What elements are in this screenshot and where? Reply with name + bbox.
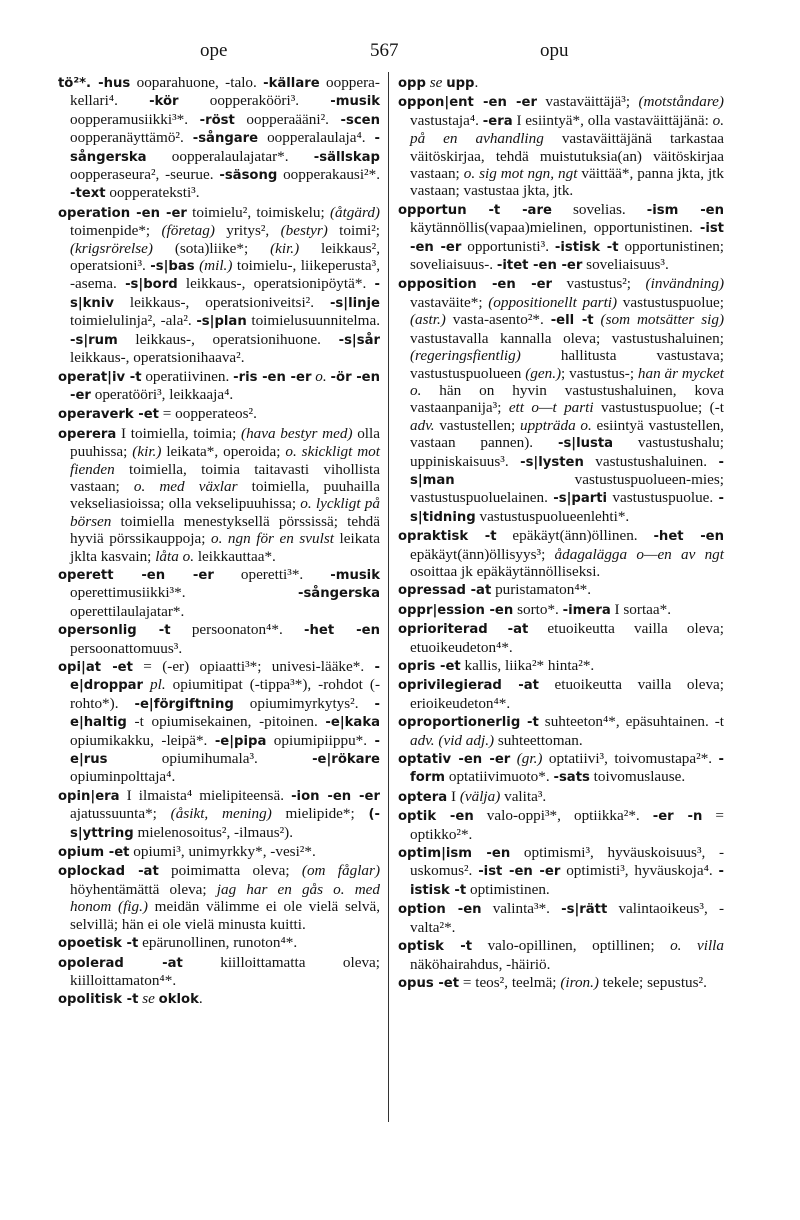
body-text: suhteeton⁴*, epäsuhtainen. -t [538,713,725,731]
italic-text: (som motsätter sig) [600,311,725,329]
body-text: -t opiumisekainen, -pitoinen. [126,713,326,731]
body-text: etuoikeutta vailla oleva; erioikeudeton⁴*. [410,676,724,712]
body-text: epäkäyt(änn)öllisyys³; [410,545,555,563]
headword-text: -ism -en [646,202,724,218]
headword-text: -sats [553,770,590,786]
headword-text: -ör -en -er [70,369,381,403]
headword-text: -s|plan [196,314,247,330]
headword-text: operation -en -er [58,205,187,221]
italic-text: uppträda o. [519,416,592,434]
body-text: operetti³*. [213,565,331,583]
body-text: oopperakellari⁴. [70,74,380,110]
body-text: oopperakööri³. [178,92,331,110]
headword-text: optim|ism -en [398,846,511,862]
italic-text: o. lyckligt på börsen [70,495,380,530]
body-text: höyhentämättä oleva; [70,880,217,898]
italic-text: (krigsrörelse) [70,239,153,257]
body-text: olla puuhissa; [70,424,380,461]
headword-text: -imera [562,602,611,618]
body-text: oopperalaulaja⁴. [258,129,375,147]
body-text: optimisti³, hyväuskoja⁴. [560,862,719,880]
body-text: leikkaus-, operatsionihaava². [70,349,245,367]
body-text: sorto*. [513,600,563,618]
headword-text: oproportionerlig -t [398,715,539,731]
headword-text: operett -en -er [58,567,214,583]
italic-text: (företag) [161,222,215,240]
dictionary-entry [398,601,724,619]
body-text: oopperalaulajatar*. [146,147,314,165]
body-text: kallis, liika²* hinta²*. [460,657,595,674]
body-text: ajatussuunta*; [70,805,171,823]
body-text: I esiintyä*, olla vastaväittäjänä: [512,111,713,129]
body-text: = oopperateos². [158,405,257,423]
body-text: opiumikakku, -leipä*. [70,731,215,749]
body-text: valita³. [500,787,547,805]
headword-text: -form [410,752,725,786]
body-text: optatiivimuoto*. [445,768,554,786]
body-text [594,311,601,328]
headword-text: -s|rätt [561,902,608,918]
dictionary-entry [398,788,724,806]
headword-text: -s|parti [553,491,608,507]
headword-text: -källare [263,76,320,91]
headword-text: -era [482,113,513,129]
body-text: = optikko²*. [410,807,725,843]
italic-text: (bestyr) [280,222,328,240]
running-head-right: opu [540,40,569,61]
headword-text: opi|at -et [58,660,133,675]
body-text: oopperateksti³. [105,184,200,202]
italic-text: o. [315,367,327,385]
dictionary-entry [58,74,380,203]
headword-text: opin|era [58,788,120,804]
italic-text: (regeringsfientlig) [410,347,521,365]
headword-text: -itet -en -er [496,258,583,274]
italic-text: (åsikt, mening) [170,805,272,823]
body-text: vastustaja⁴. [410,111,483,129]
headword-text: opium -et [58,845,130,861]
body-text: operatööri³, leikkaaja⁴. [90,385,234,403]
body-text: vastustuspuolueen-mies; vastustuspuoluelainen. [410,470,724,507]
body-text: opiuminpolttaja⁴. [70,768,176,786]
headword-text: oprivilegierad -at [398,678,539,694]
body-text: toimiella, puuhailla vekseliasioissa; olla vekselipuuhissa; [70,477,380,513]
italic-text: (astr.) [410,311,446,329]
headword-text: -s|lusta [557,436,614,452]
body-text: toivomuslause. [589,768,686,786]
headword-text: tö²*. -hus [58,76,131,91]
body-text: oopperamusiikki³*. [70,110,200,128]
dictionary-entry [398,527,724,580]
dictionary-entry [58,621,380,657]
body-text: puristamaton⁴*. [491,581,592,599]
body-text: toimielusuunnitelma. [246,312,380,330]
headword-text: upp [446,76,475,91]
italic-text: låta o. [155,547,195,565]
italic-text: ett o—t parti [508,399,594,417]
headword-text: -s|linje [329,295,380,311]
italic-text: o. ngn för en svulst [211,530,334,548]
body-text: operatiivinen. [141,367,234,385]
headword-text: -het -en [304,623,380,639]
body-text: opportunistinen; soveliaisuus-. [410,237,725,274]
body-text: väittää*, panna jkta, jtk vastaan; vastustaa jkta, jtk. [410,165,724,200]
headword-text: -e|haltig [70,696,380,731]
body-text: toimielu², toimiskelu; [186,203,330,221]
italic-text: o. på en avhandling [410,111,724,148]
body-text: näköhairahdus, -häiriö. [410,955,551,973]
body-text: leikata*, operoida; [161,443,286,461]
body-text: kiilloittamatta oleva; kiilloittamaton⁴*. [70,953,381,989]
body-text: vastaväittäjänä tarkastaa väitöskirjaa, tehdä muistutuksia(an) väitöskirjaa vastaan; [410,130,724,183]
body-text: . [474,74,479,91]
body-text: opiumimyrkytys². [233,694,375,712]
body-text: opportunisti³. [461,237,555,255]
body-text: etuoikeutta vailla oleva; etuoikeudeton⁴*. [410,620,724,656]
dictionary-entry [398,581,724,599]
dictionary-entry [58,843,380,861]
headword-text: -säsong [219,168,278,184]
dictionary-entry [58,368,380,405]
body-text: . [198,990,203,1008]
dictionary-entry [398,750,724,787]
column-divider [388,72,389,1122]
headword-text: -text [70,186,106,202]
dictionary-entry [398,844,724,899]
italic-text: o. villa [670,937,724,955]
headword-text: optik -en [398,809,474,825]
body-text: yritys², [214,222,281,240]
dictionary-entry [398,807,724,843]
italic-text: (gr.) [516,750,543,768]
body-text: valo-opillinen, optillinen; [472,937,671,955]
body-text: osoittaa jk epäkäytännölliseksi. [410,562,601,580]
italic-text: (välja) [459,787,501,805]
headword-text: -er -n [652,809,703,825]
body-text: valinta³*. [481,900,562,918]
body-text: suhteettoman. [494,731,583,749]
headword-text: -e|droppar [70,660,380,694]
headword-text: opp [398,76,426,91]
body-text: vastustuspuolue. [607,489,719,507]
italic-text: (motståndare) [638,93,724,111]
headword-text: -sällskap [313,149,380,165]
body-text: esiintyä vastustellen, vastaan pannen). [410,416,724,452]
italic-text: o. sig mot ngn, ngt [463,165,578,183]
body-text: toimielu-, liikeperusta³, -asema. [70,257,380,293]
headword-text: -sångerska [70,131,381,165]
italic-text: ådagalägga o—en av ngt [554,545,724,563]
dictionary-entry [398,275,724,526]
headword-text: -s|lysten [520,454,584,470]
italic-text: se [142,990,155,1008]
headword-text: -e|pipa [214,733,267,749]
dictionary-entry [58,787,380,842]
italic-text: se [429,74,443,91]
body-text: toimi²; [327,222,380,240]
body-text: opiumihumala³. [107,750,313,768]
headword-text: -e|rökare [312,752,380,768]
body-text: epärunollinen, runoton⁴*. [138,934,298,952]
italic-text: (hava bestyr med) [241,424,353,442]
body-text: käytännöllis(vapaa)mielinen, opportunistinen. [410,219,700,237]
headword-text: opolitisk -t [58,992,139,1008]
italic-text: (gen.) [525,364,562,382]
dictionary-entry [398,676,724,712]
italic-text: (iron.) [560,973,599,991]
body-text: persoonattomuus³. [70,639,183,657]
body-text: ooparahuone, -talo. [130,74,264,91]
body-text: valintaoikeus³, -valta²*. [410,900,725,936]
dictionary-entry [398,74,724,92]
italic-text: (åtgärd) [329,203,380,221]
body-text: leikata jklta kasvain; [70,530,380,565]
italic-text: (kir.) [270,239,300,257]
body-text: I ilmaista⁴ mielipiteensä. [119,786,292,804]
dictionary-entry [398,937,724,973]
headword-text: oprioriterad -at [398,622,529,638]
body-text: vastaväite*; [410,293,489,311]
headword-text: -s|tidning [410,491,724,525]
dictionary-entry [398,93,724,199]
headword-text: -sångerska [297,586,380,602]
headword-text: operera [58,426,117,442]
italic-text: han är mycket o. [410,364,724,399]
headword-text: opportun -t -are [398,202,552,218]
body-text: leikkauttaa*. [194,547,276,565]
body-text: leikkaus², operatsioni³. [70,239,380,275]
dictionary-entry [58,405,380,423]
headword-text: option -en [398,902,482,918]
body-text: epäkäyt(änn)öllinen. [496,527,654,545]
headword-text: -s|bord [125,277,178,293]
body-text: opiumitipat (-tippa³*), -rohdot (-rohto*). [70,676,380,712]
dictionary-entry [58,658,380,786]
headword-text: -e|kaka [325,715,380,731]
left-column [58,74,380,1010]
body-text: valo-oppi³*, optiikka²*. [473,807,653,825]
headword-text: optera [398,789,448,805]
headword-text: -ell -t [550,313,594,329]
dictionary-entry [58,990,380,1008]
body-text: optatiivi³, toivomustapa²*. [542,750,719,768]
italic-text: jag har en gås o. med honom (fig.) [70,880,380,916]
headword-text: -musik [330,94,380,110]
body-text: leikkaus-, operatsionipöytä*. [177,275,375,293]
headword-text: oppon|ent -en -er [398,95,537,111]
body-text: hän on hyvin vastustushaluinen, kova vastaanpanija³; [410,381,724,417]
italic-text: adv. [410,416,435,434]
headword-text: opposition -en -er [398,277,553,293]
body-text: opiumi³, unimyrkky*, -vesi²*. [129,843,316,861]
headword-text: operat|iv -t [58,369,142,385]
body-text: tekele; sepustus². [599,973,707,991]
body-text: leikkaus-, operatsioniveitsi². [113,293,330,311]
italic-text: (kir.) [132,443,162,461]
headword-text: opolerad -at [58,955,183,971]
italic-text: (oppositionellt parti) [488,293,618,311]
headword-text: -scen [340,112,381,128]
body-text [143,676,150,693]
italic-text: o. skickligt mot fienden [70,443,380,478]
body-text: I [447,787,460,805]
body-text: vastustushaluinen. [583,452,719,470]
body-text: vasta-asento²*. [445,311,551,329]
dictionary-entry [58,862,380,933]
headword-text: -e|rus [70,733,380,768]
headword-text: -ion -en -er [291,788,380,804]
dictionary-entry [398,974,724,992]
headword-text: -ist -en -er [478,864,561,880]
body-text: operettilaulajatar*. [70,602,185,620]
headword-text: optisk -t [398,939,473,955]
headword-text: opoetisk -t [58,936,139,952]
body-text: toimiella menestyksellä pörssissä; tehdä hyviä pörssikauppoja; [70,512,380,548]
body-text: vastustuspuolue; (-t [593,399,724,417]
headword-text: -musik [330,567,380,583]
headword-text: -e|förgiftning [134,696,234,712]
headword-text: operaverk -et [58,407,159,423]
body-text: I toimiella, toimia; [116,424,242,442]
headword-text: -s|bas [150,259,195,275]
italic-text: (om fåglar) [301,862,380,880]
headword-text: opersonlig -t [58,623,171,639]
dictionary-entry [398,657,724,675]
body-text: = (-er) opiaatti³*; univesi-lääke*. [132,658,375,675]
italic-text: (invändning) [645,275,724,293]
body-text: vastustuspuolueenlehti*. [475,507,630,525]
italic-text: adv. (vid adj.) [410,731,495,749]
headword-text: -s|kniv [70,277,380,311]
headword-text: opraktisk -t [398,529,497,545]
running-head-left: ope [200,40,228,61]
dictionary-entry [58,204,380,367]
headword-text: -ris -en -er [233,369,312,385]
body-text: oopperakausi²*. [277,166,380,184]
headword-text: -het -en [653,529,724,545]
dictionary-entry [58,954,380,990]
dictionary-entry [398,900,724,936]
dictionary-entry [58,425,380,565]
headword-text: -sångare [192,131,259,147]
body-text: sovelias. [551,200,647,218]
body-text: mielenosoitus², -ilmaus²). [133,823,294,841]
body-text: soveliaisuus³. [582,256,669,274]
dictionary-entry [58,934,380,952]
body-text: optimistinen. [466,880,550,898]
body-text: ; vastustus-; [561,364,638,382]
body-text: vastaväittäjä³; [536,93,639,111]
headword-text: oppr|ession -en [398,602,514,618]
headword-text: (-s|yttring [70,807,381,841]
body-text: vastustushalu; uppiniskaisuus³. [410,434,724,470]
body-text: vastustellen; [434,416,520,434]
body-text: oopperaääni². [234,110,341,128]
body-text: leikkaus-, operatsionihuone. [117,330,339,348]
headword-text: -s|rum [70,332,118,348]
body-text: poimimatta oleva; [158,862,302,880]
headword-text: -s|sår [338,332,380,348]
body-text: toimiella, toimia taitavasti vihollista vastaan; [70,460,380,495]
headword-text: opressad -at [398,583,492,599]
body-text: mielipide*; [271,805,369,823]
body-text: operettimusiikki³*. [70,584,298,602]
headword-text: opris -et [398,659,461,674]
headword-text: optativ -en -er [398,752,511,768]
headword-text: -istisk -t [554,239,619,255]
body-text: opiumipiippu*. [266,731,375,749]
dictionary-entry [398,620,724,656]
body-text: optimismi³, hyväuskoisuus³, -uskomus². [410,844,724,880]
body-text: toimielulinja², -ala². [70,312,197,330]
body-text: vastustuspuolue; [617,293,724,311]
italic-text: (mil.) [199,257,233,275]
italic-text: pl. [150,676,166,694]
body-text: meidän välimme ei ole vielä selvä, selvillä; hän ei ole vielä minusta kuitti. [70,898,380,933]
dictionary-entry [58,566,380,620]
headword-text: oklok [158,992,199,1008]
headword-text: -röst [199,112,235,128]
italic-text: o. med växlar [133,477,238,495]
headword-text: -s|man [410,454,724,488]
headword-text: -ist -en -er [410,221,724,255]
page-number: 567 [370,40,399,61]
headword-text: opus -et [398,975,460,991]
dictionary-entry [398,201,724,275]
dictionary-entry [398,713,724,749]
body-text: (sota)liike*; [152,239,271,257]
body-text: vastustus²; [552,275,646,293]
body-text: oopperaseura², -seurue. [70,166,220,184]
body-text: hallitusta vastustava; vastustuspuolueen [410,347,724,382]
headword-text: oplockad -at [58,864,159,880]
body-text: vastustavalla kannalla oleva; vastustushaluinen; [410,329,724,347]
body-text: I sortaa*. [610,600,672,618]
headword-text: -istisk -t [410,864,724,898]
headword-text: -kör [149,94,179,110]
body-text: oopperanäyttämö². [70,129,193,147]
body-text: persoonaton⁴*. [170,621,305,639]
right-column [398,74,724,993]
body-text: = teos², teelmä; [459,973,561,991]
body-text: toimenpide*; [70,222,162,240]
